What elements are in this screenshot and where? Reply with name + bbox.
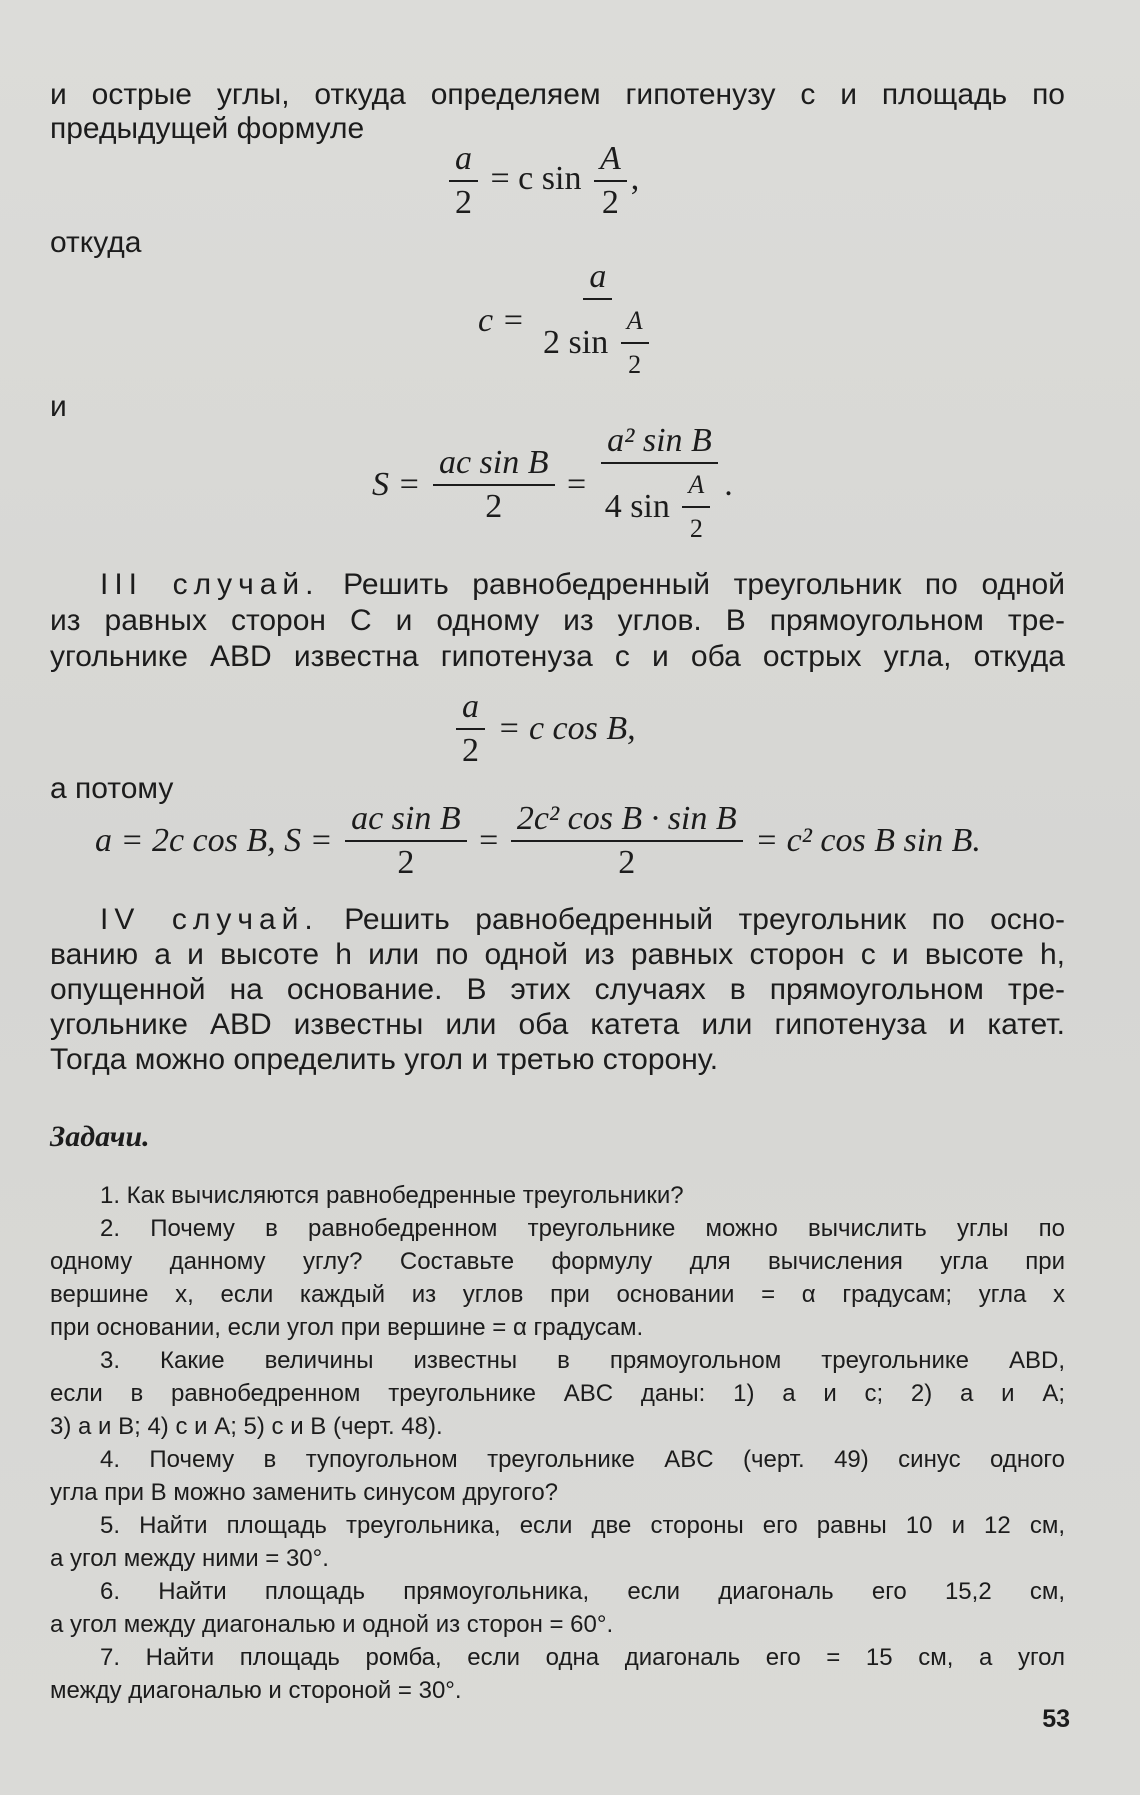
equation-lhs: S = <box>372 466 421 503</box>
task-line: 3. Какие величины известны в прямоугольном треугольнике ABD, <box>100 1347 1065 1374</box>
equation-middle: = c sin <box>490 159 582 197</box>
task-line: а угол между диагональю и одной из сторон = 60°. <box>50 1611 614 1638</box>
tasks-heading: Задачи. <box>50 1120 150 1153</box>
fraction-denominator: 2 <box>462 732 479 769</box>
denominator-prefix: 2 sin <box>543 324 609 361</box>
task-line: 3) a и B; 4) c и A; 5) c и B (черт. 48). <box>50 1413 443 1440</box>
text-line: угольнике ABD известна гипотенуза c и оба острых угла, откуда <box>50 640 1065 673</box>
task-line: 6. Найти площадь прямоугольника, если диагональ его 15,2 см, <box>100 1578 1065 1605</box>
equation-middle: = <box>479 822 499 859</box>
page-number: 53 <box>1042 1705 1070 1733</box>
equation-tail: . <box>724 466 733 503</box>
equation-middle: = <box>567 466 587 503</box>
task-line: 7. Найти площадь ромба, если одна диагональ его = 15 см, а угол <box>100 1644 1065 1671</box>
case-text: Решить равнобедренный треугольник по одной <box>343 568 1065 601</box>
fraction-numerator: 2c² cos B · sin B <box>511 800 743 842</box>
equation-rhs: = c² cos B sin B. <box>755 822 981 859</box>
case-label: III случай. <box>100 568 320 601</box>
text-line: и острые углы, откуда определяем гипотенузу c и площадь по <box>50 78 1065 111</box>
equation-cos <box>452 688 636 770</box>
fraction-denominator: 2 <box>455 184 472 221</box>
fraction-numerator: a <box>456 688 485 730</box>
case-text: Решить равнобедренный треугольник по осно- <box>344 903 1065 936</box>
task-line: угла при B можно заменить синусом другого? <box>50 1479 559 1506</box>
equation-half-side <box>445 140 639 222</box>
task-line: 4. Почему в тупоугольном треугольнике ABC (черт. 49) синус одного <box>100 1446 1065 1473</box>
fraction-denominator <box>537 300 659 384</box>
equation-rhs: = c cos B, <box>497 710 636 747</box>
fraction-denominator: 2 <box>601 184 619 221</box>
equation-tail: , <box>630 159 640 197</box>
task-line: при основании, если угол при вершине = α градусам. <box>50 1314 644 1341</box>
equation-area <box>372 422 733 548</box>
fraction-numerator: a² sin B <box>601 422 718 464</box>
text-line: ванию a и высоте h или по одной из равных сторон c и высоте h, <box>50 938 1065 971</box>
fraction-denominator: 2 <box>485 488 503 525</box>
fraction-denominator: 2 <box>628 350 642 379</box>
fraction-numerator: ac sin B <box>345 800 467 842</box>
task-line: если в равнобедренном треугольнике ABC даны: 1) a и c; 2) a и A; <box>50 1380 1065 1407</box>
fraction-denominator: 2 <box>618 844 636 881</box>
task-line: между диагональю и стороной = 30°. <box>50 1677 462 1704</box>
equation-area-cos <box>95 800 981 882</box>
fraction-numerator: A <box>621 302 649 344</box>
task-line: 1. Как вычисляются равнобедренные треугольники? <box>100 1182 684 1209</box>
fraction-denominator: 2 <box>689 514 703 543</box>
fraction-numerator: A <box>594 140 627 182</box>
text-line <box>50 903 1065 937</box>
word-otkuda: откуда <box>50 226 142 259</box>
fraction-numerator: ac sin B <box>433 444 555 486</box>
fraction-numerator: a <box>449 140 478 182</box>
text-line: из равных сторон C и одному из углов. В прямоугольном тре- <box>50 604 1065 637</box>
word-i: и <box>50 390 67 423</box>
task-line: вершине x, если каждый из углов при основании = α градусам; угла x <box>50 1281 1065 1308</box>
task-line: 5. Найти площадь треугольника, если две стороны его равны 10 и 12 см, <box>100 1512 1065 1539</box>
text-line: Тогда можно определить угол и третью сторону. <box>50 1043 719 1076</box>
equation-hypotenuse <box>478 258 663 384</box>
denominator-prefix: 4 sin <box>604 488 670 525</box>
fraction-denominator: 2 <box>397 844 415 881</box>
task-line: а угол между ними = 30°. <box>50 1545 329 1572</box>
task-line: одному данному углу? Составьте формулу для вычисления угла при <box>50 1248 1065 1275</box>
task-line: 2. Почему в равнобедренном треугольнике можно вычислить углы по <box>100 1215 1065 1242</box>
text-line: угольнике ABD известны или оба катета или гипотенуза и катет. <box>50 1008 1065 1041</box>
equation-lhs: c = <box>478 302 525 339</box>
text-line: предыдущей формуле <box>50 112 365 145</box>
fraction-denominator <box>599 464 721 548</box>
text-line <box>50 568 1065 602</box>
text-line: опущенной на основание. В этих случаях в прямоугольном тре- <box>50 973 1065 1006</box>
fraction-numerator: A <box>682 466 710 508</box>
equation-lhs: a = 2c cos B, S = <box>95 822 333 859</box>
case-label: IV случай. <box>100 903 319 936</box>
word-potomu: а потому <box>50 772 174 805</box>
fraction-numerator: a <box>583 258 612 300</box>
